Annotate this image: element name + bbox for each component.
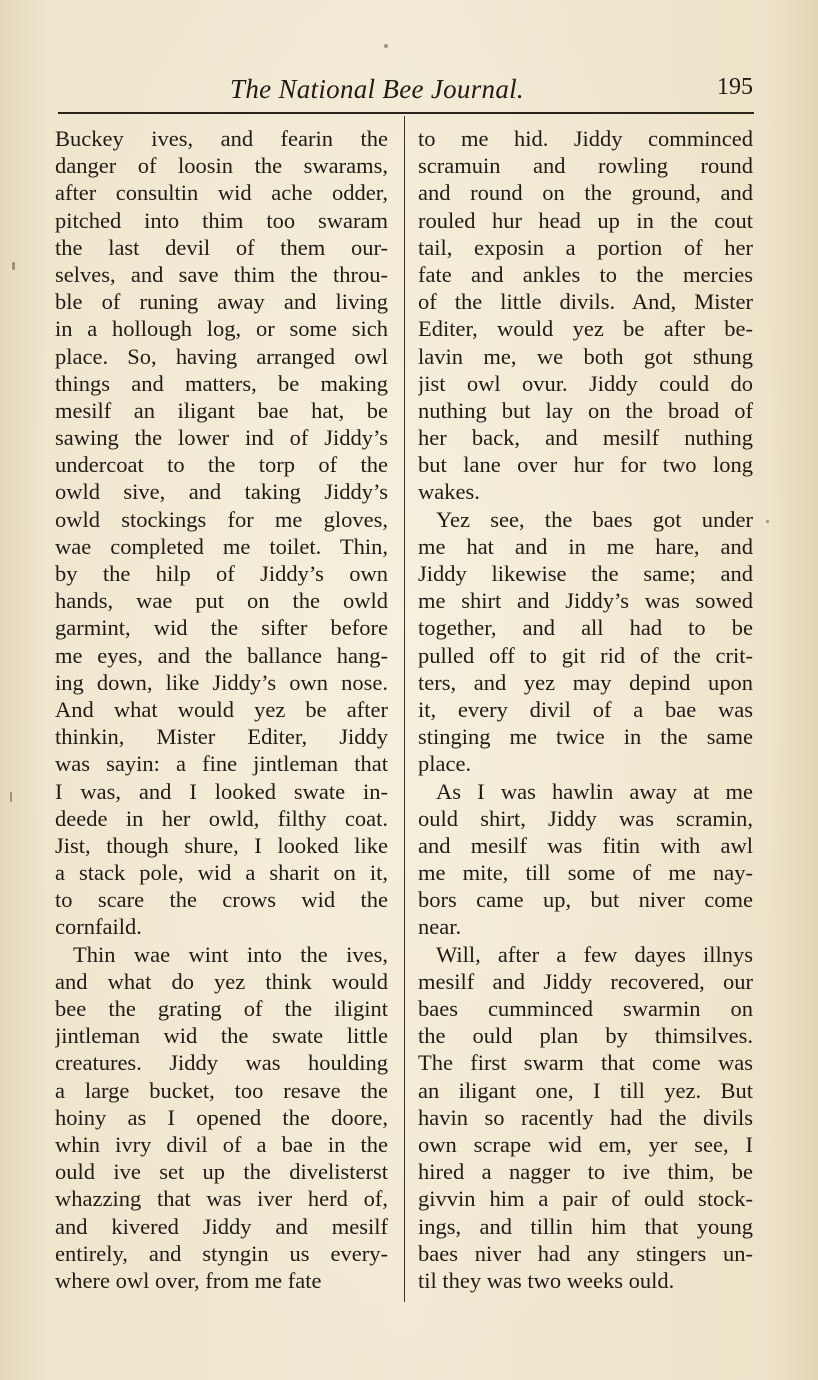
- text-line: thinkin, Mister Editer, Jiddy: [55, 724, 388, 750]
- text-line: whin ivry divil of a bae in the: [55, 1131, 388, 1157]
- text-line: own scrape wid em, yer see, I: [418, 1131, 753, 1157]
- text-line: the ould plan by thimsilves.: [418, 1023, 753, 1049]
- text-line: a stack pole, wid a sharit on it,: [55, 860, 388, 886]
- text-line: Editer, would yez be after be-: [418, 316, 753, 342]
- text-line: bors came up, but niver come: [418, 887, 753, 913]
- text-line: jist owl ovur. Jiddy could do: [418, 370, 753, 396]
- text-line: jintleman wid the swate little: [55, 1023, 388, 1049]
- ink-speck: [384, 44, 388, 48]
- text-line: baes cumminced swarmin on: [418, 996, 753, 1021]
- text-line: near.: [418, 914, 462, 940]
- text-line: where owl over, from me fate: [55, 1267, 322, 1293]
- text-line: me shirt and Jiddy’s was sowed: [418, 588, 753, 614]
- text-line: mesilf an iligant bae hat, be: [55, 397, 388, 423]
- text-line: her back, and mesilf nuthing: [418, 425, 753, 451]
- text-line: nuthing but lay on the broad of: [418, 397, 753, 423]
- page-number: 195: [717, 74, 753, 100]
- text-line: tail, exposin a portion of her: [418, 234, 753, 260]
- text-line: pitched into thim too swaram: [55, 207, 388, 233]
- text-line: ters, and yez may depind upon: [418, 669, 753, 695]
- text-line: but lane over hur for two long: [418, 452, 753, 478]
- text-line: I was, and I looked swate in-: [55, 778, 388, 804]
- text-line: baes niver had any stingers un-: [418, 1240, 753, 1266]
- text-line: Yez see, the baes got under: [436, 506, 753, 532]
- text-line: Jist, though shure, I looked like: [55, 832, 388, 858]
- text-line: Thin wae wint into the ives,: [73, 941, 388, 967]
- text-line: in a hollough log, or some sich: [55, 316, 388, 342]
- text-line: sawing the lower ind of Jiddy’s: [55, 425, 388, 451]
- text-line: and kivered Jiddy and mesilf: [55, 1213, 388, 1239]
- left-column: [55, 125, 388, 1294]
- text-line: the last devil of them our-: [55, 234, 388, 260]
- text-line: garmint, wid the sifter before: [55, 615, 388, 641]
- text-line: entirely, and styngin us every-: [55, 1240, 388, 1266]
- text-line: Jiddy likewise the same; and: [418, 561, 753, 586]
- text-line: havin so racently had the divils: [418, 1104, 753, 1130]
- text-line: lavin me, we both got sthung: [418, 343, 753, 369]
- header-rule: [58, 112, 754, 114]
- text-line: til they was two weeks ould.: [418, 1267, 675, 1293]
- text-line: Buckey ives, and fearin the: [55, 126, 388, 151]
- text-line: whazzing that was iver herd of,: [55, 1186, 388, 1212]
- text-line: owld stockings for me gloves,: [55, 506, 388, 532]
- text-line: mesilf and Jiddy recovered, our: [418, 968, 753, 994]
- text-line: ings, and tillin him that young: [418, 1213, 753, 1239]
- text-line: me mite, till some of me nay-: [418, 860, 753, 886]
- text-line: ould shirt, Jiddy was scramin,: [418, 805, 753, 831]
- text-line: creatures. Jiddy was houlding: [55, 1050, 388, 1076]
- text-line: me eyes, and the ballance hang-: [55, 642, 388, 668]
- ink-speck: [766, 520, 769, 523]
- text-line: hoiny as I opened the doore,: [55, 1104, 388, 1130]
- text-line: and mesilf was fitin with awl: [418, 832, 753, 858]
- text-line: of the little divils. And, Mister: [418, 289, 753, 315]
- text-line: a large bucket, too resave the: [55, 1077, 388, 1103]
- text-line: things and matters, be making: [55, 370, 388, 396]
- text-line: cornfaild.: [55, 914, 142, 940]
- text-line: pulled off to git rid of the crit-: [418, 642, 753, 668]
- text-line: to scare the crows wid the: [55, 887, 388, 913]
- text-line: deede in her owld, filthy coat.: [55, 805, 388, 831]
- text-line: fate and ankles to the mercies: [418, 261, 753, 287]
- running-header: [52, 70, 757, 110]
- text-line: rouled hur head up in the cout: [418, 207, 753, 233]
- text-line: hands, wae put on the owld: [55, 588, 388, 614]
- text-line: undercoat to the torp of the: [55, 452, 388, 478]
- text-line: scramuin and rowling round: [418, 153, 753, 179]
- text-line: owld sive, and taking Jiddy’s: [55, 479, 388, 505]
- text-line: it, every divil of a bae was: [418, 696, 753, 722]
- ink-speck: [12, 262, 15, 270]
- text-line: ould ive set up the divelisterst: [55, 1159, 388, 1185]
- text-line: The first swarm that come was: [418, 1050, 753, 1076]
- text-line: ing down, like Jiddy’s own nose.: [55, 669, 388, 695]
- text-line: by the hilp of Jiddy’s own: [55, 561, 388, 586]
- text-line: bee the grating of the iligint: [55, 996, 388, 1021]
- text-line: wakes.: [418, 479, 480, 505]
- text-line: me hat and in me hare, and: [418, 533, 753, 559]
- text-line: stinging me twice in the same: [418, 724, 753, 750]
- text-line: selves, and save thim the throu-: [55, 261, 388, 287]
- text-line: after consultin wid ache odder,: [55, 180, 388, 206]
- text-line: and round on the ground, and: [418, 180, 753, 206]
- text-line: Will, after a few dayes illnys: [436, 941, 753, 967]
- text-line: wae completed me toilet. Thin,: [55, 533, 388, 559]
- text-line: place. So, having arranged owl: [55, 343, 388, 369]
- right-column: [418, 125, 753, 1294]
- text-line: to me hid. Jiddy comminced: [418, 126, 753, 151]
- text-line: danger of loosin the swarams,: [55, 153, 388, 179]
- text-line: hired a nagger to ive thim, be: [418, 1159, 753, 1185]
- text-line: and what do yez think would: [55, 968, 388, 994]
- text-line: was sayin: a fine jintleman that: [55, 751, 388, 777]
- text-line: together, and all had to be: [418, 615, 753, 641]
- journal-title: The National Bee Journal.: [230, 74, 524, 104]
- text-line: ble of runing away and living: [55, 289, 388, 315]
- text-line: an iligant one, I till yez. But: [418, 1077, 753, 1103]
- ink-speck: [10, 792, 12, 802]
- text-line: place.: [418, 751, 472, 777]
- text-line: As I was hawlin away at me: [436, 778, 753, 804]
- column-divider: [404, 116, 405, 1302]
- text-line: And what would yez be after: [55, 696, 388, 722]
- text-line: givvin him a pair of ould stock-: [418, 1186, 753, 1212]
